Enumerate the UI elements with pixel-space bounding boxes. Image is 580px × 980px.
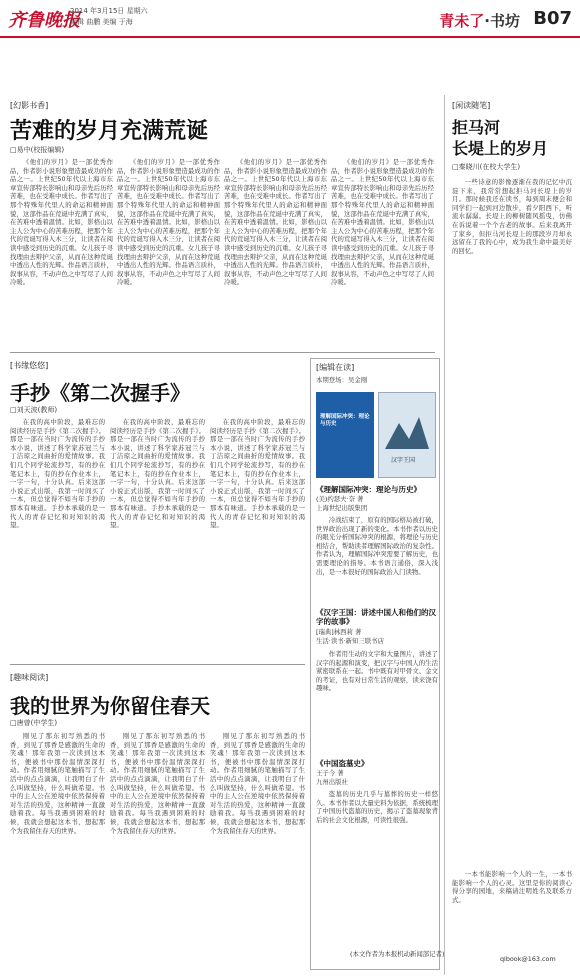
- book2-desc: 作者用生动的文字和大量图片，讲述了汉字的起源和演变，把汉字与中国人的生活紧密联系在一起。书中既有对甲骨文、金文的考证，也有对日常生活的观察，读来饶有趣味。: [316, 650, 438, 693]
- article4-tag: [闲读随笔]: [452, 101, 491, 110]
- article3-body-col3: 刚见了那东初写熟悉的书香，到见了那香是感激的生命的笑魂！那年我第一次读到这本书，便被书中那份温情深深打动。作者用细腻的笔触描写了生活中的点点滴滴，让我明白了什么叫做坚持，什么叫做希望。书中的主人公在逆境中依然保持着对生活的热爱，这种精神一直激励着我。每当我遇到困难的时候，我就会想起这本书，想起那个为我留住春天的世界。: [210, 732, 305, 835]
- article1-body-col2: 《他们的岁月》是一部优秀作品，作者影小说形象塑造最成功的作品之一。上世纪50年代以上海市东章宣传部特长影响山和母亲先后历经苦难，也在受难中成长。作者写出了那个特殊年代里人的命运和精神面貌，这部作品在荒诞中充满了真实，在苦难中透着温情。比如，影格山以主人公为中心的苦难历程，把那个年代的荒诞写得入木三分，让读者在阅读中感受到历史的沉重。女儿孩子寻找理由去辩护父亲，从而在这种荒诞中透出人性的光辉。作品语言质朴，叙事从容，不动声色之中写尽了人间冷暖。: [117, 158, 220, 287]
- article1-title: 苦难的岁月充满荒诞: [10, 118, 209, 144]
- issue-date: 2014 年3月15日 星期六: [70, 7, 148, 15]
- divider: [10, 352, 435, 353]
- article2-body-col1: 在我的高中阶段，最难忘的阅读经历是手抄《第二次握手》。那是一部在当时广为流传的手抄本小说，讲述了科学家苏冠兰与丁洁琼之间曲折的爱情故事。我们几个同学轮流抄写，有的抄在笔记本上，有的抄在作业本上，一字一句，十分认真。后来这部小说正式出版，我第一时间买了一本，但总觉得不如当年手抄的那本有味道。手抄本承载的是一代人的青春记忆和对知识的渴望。: [10, 418, 105, 530]
- column-divider: [444, 95, 445, 975]
- book3-title: 《中国盗墓史》: [316, 759, 369, 768]
- article1-body-col1: 《他们的岁月》是一部优秀作品，作者影小说形象塑造最成功的作品之一。上世纪50年代以上海市东章宣传部特长影响山和母亲先后历经苦难，也在受难中成长。作者写出了那个特殊年代里人的命运和精神面貌，这部作品在荒诞中充满了真实，在苦难中透着温情。比如，影格山以主人公为中心的苦难历程，把那个年代的荒诞写得入木三分，让读者在阅读中感受到历史的沉重。女儿孩子寻找理由去辩护父亲，从而在这种荒诞中透出人性的光辉。作品语言质朴，叙事从容，不动声色之中写尽了人间冷暖。: [10, 158, 113, 287]
- book2-meta: [瑞典]林西莉 著 生活·读书·新知三联书店: [316, 628, 384, 645]
- book2-title: 《汉字王国：讲述中国人和他们的汉字的故事》: [316, 608, 436, 626]
- book-cover-2: 汉字王国: [378, 392, 436, 478]
- article1-tag: [幻影书香]: [10, 101, 49, 110]
- contact-email[interactable]: qlbook@163.com: [500, 955, 556, 963]
- divider: [10, 664, 305, 665]
- article1-body-col3: 《他们的岁月》是一部优秀作品，作者影小说形象塑造最成功的作品之一。上世纪50年代以上海市东章宣传部特长影响山和母亲先后历经苦难，也在受难中成长。作者写出了那个特殊年代里人的命运和精神面貌，这部作品在荒诞中充满了真实，在苦难中透着温情。比如，影格山以主人公为中心的苦难历程，把那个年代的荒诞写得入木三分，让读者在阅读中感受到历史的沉重。女儿孩子寻找理由去辩护父亲，从而在这种荒诞中透出人性的光辉。作品语言质朴，叙事从容，不动声色之中写尽了人间冷暖。: [224, 158, 327, 287]
- article4-body: 一些诗意的影像逐渐在我的记忆中沉淀下来，我常常想起拒马河长堤上的岁月。那时候我还在读书，每到周末便会和同学们一起到河边散步，看夕阳西下，听流水潺潺。长堤上的柳树随风摇曳，仿佛在诉说着一个个古老的故事。后来我离开了家乡，但拒马河长堤上的那段岁月却永远留在了我的心中，成为我生命中最美好的回忆。: [452, 178, 572, 255]
- page-number: B07: [533, 8, 572, 29]
- article2-tag: [书缘悠悠]: [10, 361, 49, 370]
- article2-title: 手抄《第二次握手》: [10, 381, 190, 405]
- newspaper-logo: 齐鲁晚报: [8, 10, 80, 31]
- submission-note: 一本书能影响一个人的一生，一本书能影响一个人的心灵。这里是你的阅读心得分享的园地，来稿请注明姓名及联系方式。: [452, 870, 572, 904]
- book3-meta: 王子今 著 九州出版社: [316, 769, 348, 786]
- article2-body-col2: 在我的高中阶段，最难忘的阅读经历是手抄《第二次握手》。那是一部在当时广为流传的手抄本小说，讲述了科学家苏冠兰与丁洁琼之间曲折的爱情故事。我们几个同学轮流抄写，有的抄在笔记本上，有的抄在作业本上，一字一句，十分认真。后来这部小说正式出版，我第一时间买了一本，但总觉得不如当年手抄的那本有味道。手抄本承载的是一代人的青春记忆和对知识的渴望。: [110, 418, 205, 530]
- books-tag: [编辑在读]: [316, 363, 355, 372]
- article4-title-line1: 拒马河: [452, 118, 501, 137]
- article4-byline: □秦晓川(在校大学生): [452, 163, 521, 171]
- article1-body-col4: 《他们的岁月》是一部优秀作品，作者影小说形象塑造最成功的作品之一。上世纪50年代以上海市东章宣传部特长影响山和母亲先后历经苦难，也在受难中成长。作者写出了那个特殊年代里人的命运和精神面貌，这部作品在荒诞中充满了真实，在苦难中透着温情。比如，影格山以主人公为中心的苦难历程，把那个年代的荒诞写得入木三分，让读者在阅读中感受到历史的沉重。女儿孩子寻找理由去辩护父亲，从而在这种荒诞中透出人性的光辉。作品语言质朴，叙事从容，不动声色之中写尽了人间冷暖。: [331, 158, 434, 287]
- article4-title-line2: 长堤上的岁月: [452, 139, 549, 158]
- article2-byline: □刘天波(教师): [10, 406, 58, 414]
- book-cover-1: 理解国际冲突：理论与历史: [316, 392, 374, 478]
- article2-body-col3: 在我的高中阶段，最难忘的阅读经历是手抄《第二次握手》。那是一部在当时广为流传的手抄本小说，讲述了科学家苏冠兰与丁洁琼之间曲折的爱情故事。我们几个同学轮流抄写，有的抄在笔记本上，有的抄在作业本上，一字一句，十分认真。后来这部小说正式出版，我第一时间买了一本，但总觉得不如当年手抄的那本有味道。手抄本承载的是一代人的青春记忆和对知识的渴望。: [210, 418, 305, 530]
- editors-line: 编辑 曲鹏 美编 于海: [70, 18, 133, 26]
- section-title: 青未了·书坊: [439, 12, 520, 30]
- page-header: [0, 0, 580, 38]
- article3-byline: □唐曾(中学生): [10, 719, 58, 727]
- article3-body-col2: 刚见了那东初写熟悉的书香，到见了那香是感激的生命的笑魂！那年我第一次读到这本书，便被书中那份温情深深打动。作者用细腻的笔触描写了生活中的点点滴滴，让我明白了什么叫做坚持，什么叫做希望。书中的主人公在逆境中依然保持着对生活的热爱，这种精神一直激励着我。每当我遇到困难的时候，我就会想起这本书，想起那个为我留住春天的世界。: [110, 732, 205, 835]
- article3-title: 我的世界为你留住春天: [10, 694, 210, 718]
- book3-desc: 盗墓的历史几乎与墓葬的历史一样悠久。本书作者以大量史料为依据，系统梳理了中国历代盗墓的历史，揭示了盗墓现象背后的社会文化根源，可读性很强。: [316, 790, 438, 824]
- article3-tag: [趣味阅读]: [10, 673, 49, 682]
- author-note: (本文作者为本报机动新闻部记者): [350, 950, 445, 958]
- book1-desc: 冷战结束了，原有的国际格局被打破，世界政治出现了新的变化。本书作者以历史的眼光分析国际冲突的根源，将理论与历史相结合，帮助读者理解国际政治的复杂性。作者认为，理解国际冲突需要了解历史，也需要理论的指导。本书语言通俗，深入浅出，是一本很好的国际政治入门读物。: [316, 516, 438, 576]
- books-sub: 本期登场：吴金刚: [316, 376, 368, 384]
- article1-byline: □易中(校报编辑): [10, 146, 65, 154]
- article3-body-col1: 刚见了那东初写熟悉的书香，到见了那香是感激的生命的笑魂！那年我第一次读到这本书，便被书中那份温情深深打动。作者用细腻的笔触描写了生活中的点点滴滴，让我明白了什么叫做坚持，什么叫做希望。书中的主人公在逆境中依然保持着对生活的热爱，这种精神一直激励着我。每当我遇到困难的时候，我就会想起这本书，想起那个为我留住春天的世界。: [10, 732, 105, 835]
- book1-meta: (美)约瑟夫·奈 著 上海世纪出版集团: [316, 495, 368, 512]
- book1-title: 《理解国际冲突：理论与历史》: [316, 485, 421, 494]
